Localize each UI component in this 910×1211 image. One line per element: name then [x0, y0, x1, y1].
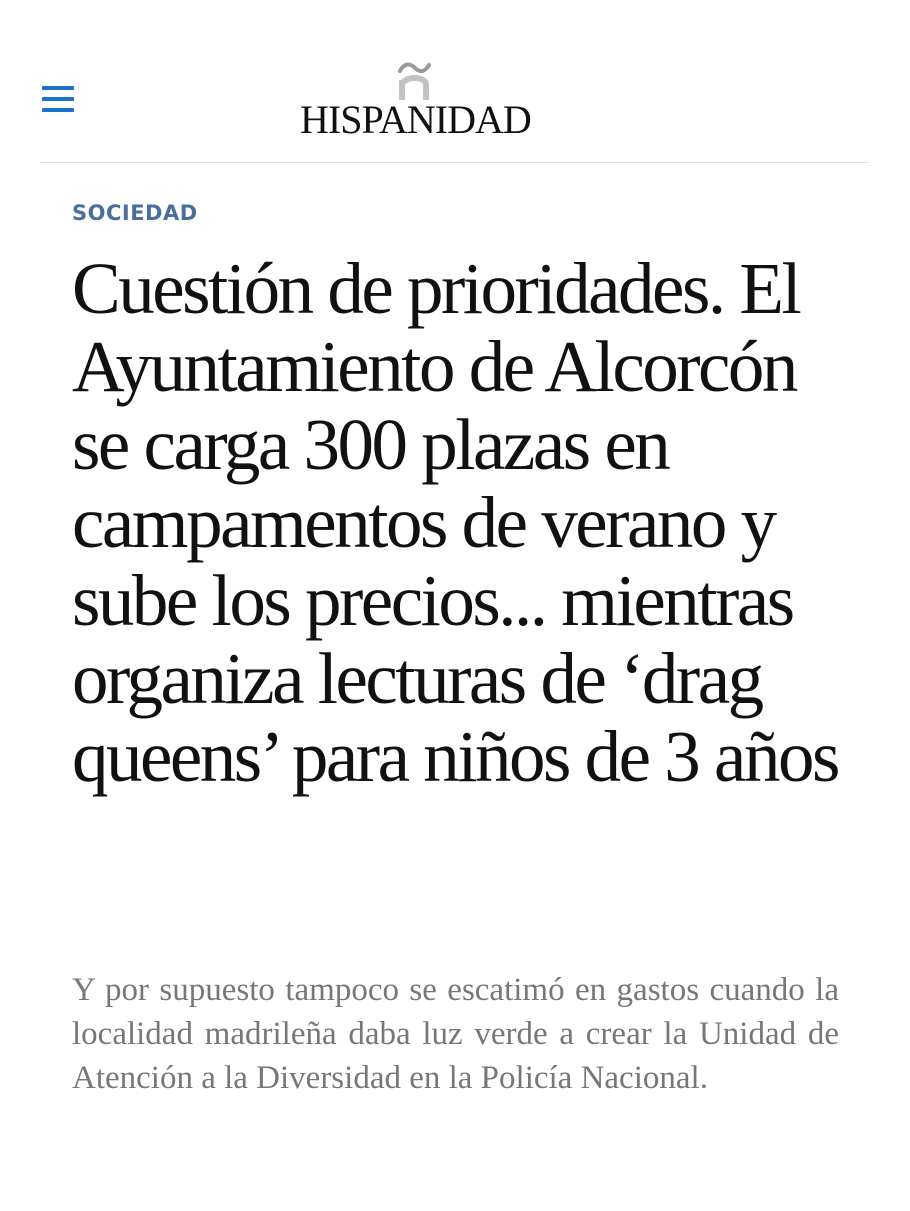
- logo-text: HISPANIDAD: [300, 97, 531, 142]
- article-subtitle: Y por supuesto tampoco se escatimó en gastos cuando la localidad madrileña daba luz verde a crear la Unidad de Atención a la Diversidad en la Policía Nacional.: [72, 972, 839, 1096]
- menu-bar: [42, 97, 74, 101]
- article-title: Cuestión de prioridades. El Ayuntamiento de Alcorcón se carga 300 plazas en campamentos de verano y sube los precios... mientras organiza lecturas de ‘drag queens’ para niños de 3 años: [72, 248, 838, 797]
- section-category[interactable]: SOCIEDAD: [72, 201, 198, 225]
- site-logo[interactable]: [300, 58, 530, 142]
- menu-bar: [42, 86, 74, 90]
- menu-bar: [42, 108, 74, 112]
- tilde-n-icon: [300, 58, 530, 102]
- hamburger-menu-icon[interactable]: [40, 84, 76, 116]
